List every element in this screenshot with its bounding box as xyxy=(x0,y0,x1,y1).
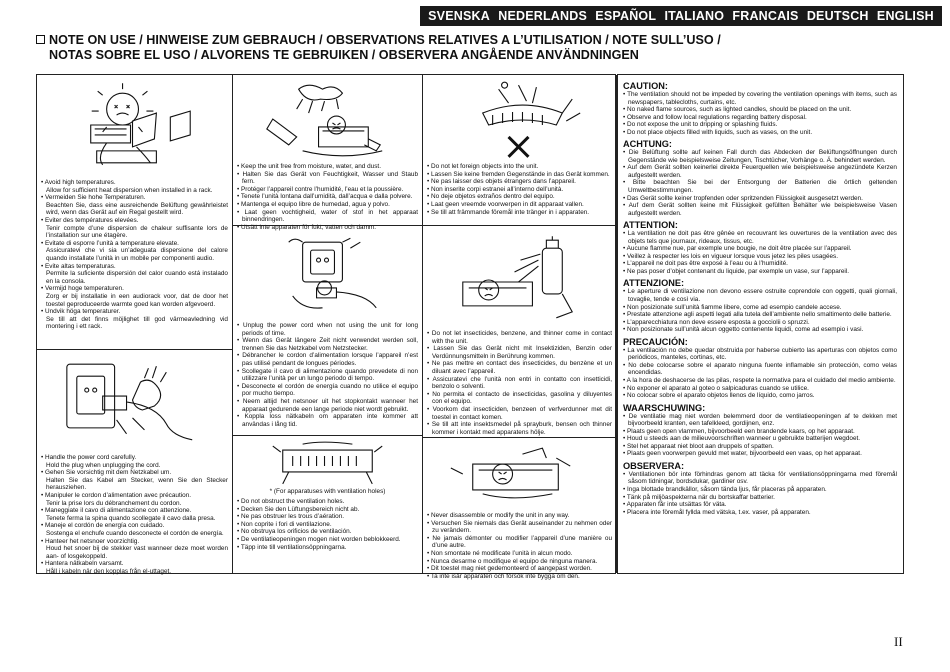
note-bullet: • Ta inte isär apparaten och försök inte bygga om den. xyxy=(427,573,612,581)
note-bullet: • Non inserite corpi estranei all’interno dell’unità. xyxy=(427,186,612,194)
note-cell-foreign-objects xyxy=(423,75,616,225)
caution-item: • Le aperture di ventilazione non devono essere ostruite coprendole con oggetti, quali giornali, tovaglie, tende e così via. xyxy=(623,288,897,303)
caution-panel xyxy=(617,74,904,574)
note-detail: Permite la suficiente dispersión del calor cuando está instalado en la consola. xyxy=(46,270,228,285)
high-temperature-illustration xyxy=(37,81,232,169)
note-bullet: • Handle the power cord carefully. xyxy=(41,454,228,462)
caution-item: • Auf dem Gerät sollten keinerlei direkte Feuerquellen wie beispielsweise angezündete Kerzen aufgestellt werden. xyxy=(623,164,897,179)
caution-list xyxy=(623,91,897,136)
note-bullet: • Lassen Sie das Gerät nicht mit Insektiziden, Benzin oder Verdünnungsmitteln in Berührung kommen. xyxy=(427,345,612,360)
caution-item: • Ne pas poser d’objet contenant du liquide, par exemple un vase, sur l’appareil. xyxy=(623,268,897,276)
note-bullet: • Ne jamais démonter ou modifier l’appareil d’une manière ou d’une autre. xyxy=(427,535,612,550)
note-bullet: • Nunca desarme o modifique el equipo de ninguna manera. xyxy=(427,558,612,566)
caution-item: • No exponer el aparato al goteo o salpicaduras cuando se utilice. xyxy=(623,385,897,393)
caution-list xyxy=(623,230,897,275)
note-bullet: • Ne pas mettre en contact des insecticides, du benzène et un diluant avec l’appareil. xyxy=(427,360,612,375)
note-bullet: • Do not let insecticides, benzene, and thinner come in contact with the unit. xyxy=(427,330,612,345)
note-detail: Tenir compte d’une dispersion de chaleur suffisante lors de l’installation sur une étagère. xyxy=(46,224,228,240)
note-detail: Houd het snoer bij de stekker vast wanneer deze moet worden aan- of losgekoppeld. xyxy=(46,545,228,560)
notes-column-3 xyxy=(423,75,617,580)
note-bullet: • Evitate di esporre l’unità a temperature elevate. xyxy=(41,240,228,248)
note-bullet: • Se till att främmande föremål inte tränger in i apparaten. xyxy=(427,209,612,217)
caution-item: • L’apparecchiatura non deve essere esposta a gocciolii o spruzzi. xyxy=(623,319,897,327)
note-bullet: • Ne pas obstruer les trous d’aération. xyxy=(237,513,418,521)
caution-item: • Plaats geen voorwerpen gevuld met water, bijvoorbeeld een vaas, op het apparaat. xyxy=(623,450,897,458)
insecticide-spray-illustration xyxy=(423,234,616,326)
caution-item: • A la hora de deshacerse de las pilas, respete la normativa para el cuidado del medio ambiente. xyxy=(623,377,897,385)
power-cord-plug-illustration xyxy=(37,360,232,448)
note-bullet: • Eviter des températures elevées. xyxy=(41,217,228,225)
caution-list xyxy=(623,413,897,458)
caution-item: • La ventilación no debe quedar obstruida por haberse cubierto las aperturas con objetos como periódicos, manteles, cortinas, etc. xyxy=(623,347,897,362)
language-label: SVENSKA xyxy=(428,9,490,23)
note-bullet: • Débrancher le cordon d’alimentation lorsque l’appareil n’est pas utilisé pendant de longues périodes. xyxy=(237,352,418,367)
note-bullet: • Laat geen vreemde voorwerpen in dit apparaat vallen. xyxy=(427,201,612,209)
caution-item: • Apparaten får inte utsättas för väta. xyxy=(623,501,897,509)
note-bullet: • Vermeiden Sie hohe Temperaturen. xyxy=(41,194,228,202)
note-bullet: • Täpp inte till ventilationsöppningarna. xyxy=(237,544,418,552)
note-detail: Zorg er bij installatie in een audiorack voor, dat de door het toestel geproduceerde warmte goed kan worden afgevoerd. xyxy=(46,292,228,308)
caution-item: • La ventilation ne doit pas être gênée en recouvrant les ouvertures de la ventilation avec des objets tels que journaux, rideaux, tissus, etc. xyxy=(623,230,897,245)
note-text-power-cord xyxy=(41,454,228,576)
note-bullet: • Koppla loss nätkabeln om apparaten inte kommer att användas i lång tid. xyxy=(237,413,418,428)
note-text-ventilation xyxy=(237,498,418,551)
note-bullet: • No deje objetos extraños dentro del equipo. xyxy=(427,193,612,201)
note-bullet: • Keep the unit free from moisture, water, and dust. xyxy=(237,163,418,171)
checkbox-square-icon xyxy=(36,35,45,44)
note-detail: Tenir la prise lors du débranchement du cordon. xyxy=(46,499,182,507)
caution-item: • De ventilatie mag niet worden belemmerd door de ventilatieopeningen af te dekken met bijvoorbeeld kranten, een tafelkleed, gordijnen, enz. xyxy=(623,413,897,428)
note-bullet: • Decken Sie den Lüftungsbereich nicht ab. xyxy=(237,506,418,514)
note-bullet: • Evite altas temperaturas. xyxy=(41,263,228,271)
caution-heading: CAUTION: xyxy=(623,81,668,91)
note-bullet: • Wenn das Gerät längere Zeit nicht verwendet werden soll, trennen Sie das Netzkabel vom Netzstecker. xyxy=(237,337,418,352)
note-bullet: • Assicuratevi che l’unità non entri in contatto con insetticidi, benzolo o solventi. xyxy=(427,376,612,391)
caution-item: • Tänk på miljöaspekterna när du bortskaffar batterier. xyxy=(623,494,897,502)
note-detail: Allow for sufficient heat dispersion when installed in a rack. xyxy=(46,186,213,194)
language-label: DEUTSCH xyxy=(806,9,869,23)
notes-grid xyxy=(36,74,616,580)
note-detail: Assicuratevi che vi sia un’adeguata dispersione del calore quando installate l’unità in un mobile per componenti audio. xyxy=(46,247,228,262)
language-label: ENGLISH xyxy=(876,9,934,23)
caution-item: • No naked flame sources, such as lighted candles, should be placed on the unit. xyxy=(623,106,897,114)
note-cell-high-temperature xyxy=(37,75,232,349)
caution-heading: WAARSCHUWING: xyxy=(623,402,706,413)
note-detail: Se till att det finns möjlighet till god värmeavledning vid montering i ett rack. xyxy=(46,315,228,331)
caution-item: • No colocar sobre el aparato objetos llenos de líquido, como jarros. xyxy=(623,392,897,400)
caution-item: • Aucune flamme nue, par exemple une bougie, ne doit être placée sur l’appareil. xyxy=(623,245,897,253)
note-bullet: • De ventilatieopeningen mogen niet worden beblokkeerd. xyxy=(237,536,418,544)
caution-list xyxy=(623,347,897,400)
language-label: FRANCAIS xyxy=(732,9,799,23)
caution-item: • Stel het apparaat niet bloot aan druppels of spatten. xyxy=(623,443,897,451)
note-detail: Sostenga el enchufe cuando desconecte el cordón de energía. xyxy=(46,529,224,537)
note-text-high-temperature xyxy=(41,179,228,331)
ventilation-holes-illustration xyxy=(233,442,422,488)
note-bullet: • Gehen Sie vorsichtig mit dem Netzkabel um. xyxy=(41,469,228,477)
note-bullet: • Hanteer het netsnoer voorzichtig. xyxy=(41,538,228,546)
caution-item: • No debe colocarse sobre el aparato ninguna fuente inflamable sin protección, como velas encendidas. xyxy=(623,362,897,377)
note-bullet: • Protéger l’appareil contre l’humidité, l’eau et la poussière. xyxy=(237,186,418,194)
note-bullet: • Hantera nätkabeln varsamt. xyxy=(41,560,228,568)
note-detail: Tenete ferma la spina quando scollegate il cavo dalla presa. xyxy=(46,514,216,522)
note-bullet: • Maneggiate il cavo di alimentazione con attenzione. xyxy=(41,507,228,515)
note-text-foreign-objects xyxy=(427,163,612,216)
note-bullet: • Avoid high temperatures. xyxy=(41,179,228,187)
caution-heading: PRECAUCIÓN: xyxy=(623,336,688,347)
note-bullet: • Lassen Sie keine fremden Gegenstände in das Gerät kommen. xyxy=(427,171,612,179)
language-label: NEDERLANDS xyxy=(498,9,588,23)
note-bullet: • Utsätt inte apparaten för fukt, vatten och damm. xyxy=(237,224,418,232)
caution-item: • Prestate attenzione agli aspetti legati alla tutela dell’ambiente nello smaltimento delle batterie. xyxy=(623,311,897,319)
ventilation-footnote: * (For apparatuses with ventilation holes) xyxy=(269,488,386,495)
disassemble-unit-illustration xyxy=(423,444,616,504)
note-bullet: • Se till att inte insektsmedel på sprayburk, bensen och thinner kommer i kontakt med apparatens hölje. xyxy=(427,421,612,436)
caution-item: • Bitte beachten Sie bei der Entsorgung der Batterien die örtlich geltenden Umweltbestimmungen. xyxy=(623,179,897,194)
note-bullet: • No obstruya los orificios de ventilación. xyxy=(237,528,418,536)
moisture-water-dust-illustration xyxy=(233,79,422,163)
language-label: ESPAÑOL xyxy=(595,9,657,23)
note-detail: Hold the plug when unplugging the cord. xyxy=(46,461,161,469)
note-cell-power-cord xyxy=(37,349,232,573)
heading-line-1: NOTE ON USE / HINWEISE ZUM GEBRAUCH / OBSERVATIONS RELATIVES A L’UTILISATION / NOTE SULL’USO / xyxy=(49,33,721,47)
caution-item: • Plaats geen open vlammen, bijvoorbeeld een brandende kaars, op het apparaat. xyxy=(623,428,897,436)
caution-heading: ATTENTION: xyxy=(623,220,678,231)
caution-item: • Ventilationen bör inte förhindras genom att täcka för ventilationsöppningarna med föremål såsom tidningar, bordsdukar, gardiner osv. xyxy=(623,471,897,486)
note-cell-ventilation xyxy=(233,435,422,573)
caution-heading: ACHTUNG: xyxy=(623,139,672,150)
caution-item: • Inga blottade brandkällor, såsom tända ljus, får placeras på apparaten. xyxy=(623,486,897,494)
caution-item: • L’appareil ne doit pas être exposé à l’eau ou à l’humidité. xyxy=(623,260,897,268)
note-cell-disassemble xyxy=(423,437,616,580)
note-detail: Håll i kabeln när den kopplas från el-uttaget. xyxy=(46,567,172,575)
note-bullet: • Non coprite i fori di ventilazione. xyxy=(237,521,418,529)
caution-item: • Veillez à respecter les lois en vigueur lorsque vous jetez les piles usagées. xyxy=(623,253,897,261)
page-heading xyxy=(36,33,736,62)
note-bullet: • Scollegate il cavo di alimentazione quando prevedete di non utilizzare l’unità per un lungo periodo di tempo. xyxy=(237,368,418,383)
note-bullet: • No permita el contacto de insecticidas, gasolina y diluyentes con el equipo. xyxy=(427,391,612,406)
language-bar xyxy=(420,6,942,26)
note-text-unplug xyxy=(237,322,418,428)
note-bullet: • Vermijd hoge temperaturen. xyxy=(41,285,228,293)
notes-column-1 xyxy=(37,75,233,573)
caution-item: • Observe and follow local regulations regarding battery disposal. xyxy=(623,114,897,122)
note-text-moisture xyxy=(237,163,418,231)
note-text-disassemble xyxy=(427,512,612,580)
language-label: ITALIANO xyxy=(664,9,725,23)
note-bullet: • Do not let foreign objects into the unit. xyxy=(427,163,612,171)
caution-heading: ATTENZIONE: xyxy=(623,278,685,289)
note-bullet: • Dit toestel mag niet gedemonteerd of aangepast worden. xyxy=(427,565,612,573)
note-bullet: • Laat geen vochtigheid, water of stof in het apparaat binnendringen. xyxy=(237,209,418,224)
note-bullet: • Desconecte el cordón de energía cuando no utilice el equipo por mucho tiempo. xyxy=(237,383,418,398)
note-detail: Halten Sie das Kabel am Stecker, wenn Sie den Stecker herausziehen. xyxy=(46,476,228,492)
note-bullet: • Tenete l’unità lontana dall’umidità, dall’acqua e dalla polvere. xyxy=(237,193,418,201)
note-bullet: • Manipuler le cordon d’alimentation avec précaution. xyxy=(41,492,228,500)
caution-item: • Do not expose the unit to dripping or splashing fluids. xyxy=(623,121,897,129)
caution-list xyxy=(623,288,897,333)
caution-item: • Die Belüftung sollte auf keinen Fall durch das Abdecken der Belüftungsöffnungen durch Gegenstände wie beispielsweise Zeitungen, Tischtücher, Vorhänge o. Ä. behindert werden. xyxy=(623,149,897,164)
note-cell-insecticides xyxy=(423,225,616,437)
wall-outlet-unplug-illustration xyxy=(233,236,422,316)
caution-item: • Houd u steeds aan de milieuvoorschriften wanneer u gebruikte batterijen wegdoet. xyxy=(623,435,897,443)
note-cell-moisture xyxy=(233,75,422,231)
note-bullet: • Undvik höga temperaturer. xyxy=(41,308,228,316)
note-bullet: • Versuchen Sie niemals das Gerät auseinander zu nehmen oder zu verändern. xyxy=(427,520,612,535)
notes-column-2 xyxy=(233,75,423,573)
note-bullet: • Ne pas laisser des objets étrangers dans l’appareil. xyxy=(427,178,612,186)
note-bullet: • Neem altijd het netsnoer uit het stopkontakt wanneer het apparaat gedurende een lange periode niet wordt gebruikt. xyxy=(237,398,418,413)
note-bullet: • Never disassemble or modify the unit in any way. xyxy=(427,512,612,520)
caution-item: • Auf dem Gerät sollten keine mit Flüssigkeit gefüllten Behälter wie beispielsweise Vasen aufgestellt werden. xyxy=(623,202,897,217)
note-bullet: • Mantenga el equipo libre de humedad, agua y polvo. xyxy=(237,201,418,209)
caution-item: • Non posizionate sull’unità alcun oggetto contenente liquidi, come ad esempio i vasi. xyxy=(623,326,897,334)
caution-item: • Non posizionate sull’unità fiamme libere, come ad esempio candele accese. xyxy=(623,304,897,312)
note-bullet: • Halten Sie das Gerät von Feuchtigkeit, Wasser und Staub fern. xyxy=(237,171,418,186)
caution-item: • Do not place objects filled with liquids, such as vases, on the unit. xyxy=(623,129,897,137)
caution-item: • Placera inte föremål fyllda med vätska, t.ex. vaser, på apparaten. xyxy=(623,509,897,517)
foreign-objects-illustration xyxy=(423,79,616,161)
caution-item: • The ventilation should not be impeded by covering the ventilation openings with items, such as newspapers, tablecloths, curtains, etc. xyxy=(623,91,897,106)
page-number: II xyxy=(894,634,903,649)
note-bullet: • Voorkom dat insecticiden, benzeen of verfverdunner met dit toestel in contact komen. xyxy=(427,406,612,421)
caution-heading: OBSERVERA: xyxy=(623,460,685,471)
note-detail: Beachten Sie, dass eine ausreichende Belüftung gewährleistet wird, wenn das Gerät auf ein Regal gestellt wird. xyxy=(46,201,228,217)
note-bullet: • Unplug the power cord when not using the unit for long periods of time. xyxy=(237,322,418,337)
note-text-insecticides xyxy=(427,330,612,436)
note-cell-unplug xyxy=(233,225,422,435)
note-bullet: • Maneje el cordón de energía con cuidado. xyxy=(41,522,228,530)
note-bullet: • Do not obstruct the ventilation holes. xyxy=(237,498,418,506)
caution-item: • Das Gerät sollte keiner tropfenden oder spritzenden Flüssigkeit ausgesetzt werden. xyxy=(623,195,897,203)
heading-line-2: NOTAS SOBRE EL USO / ALVORENS TE GEBRUIKEN / OBSERVERA ANGÅENDE ANVÄNDNINGEN xyxy=(49,47,639,62)
note-bullet: • Non smontate né modificate l’unità in alcun modo. xyxy=(427,550,612,558)
caution-list xyxy=(623,149,897,217)
caution-list xyxy=(623,471,897,516)
